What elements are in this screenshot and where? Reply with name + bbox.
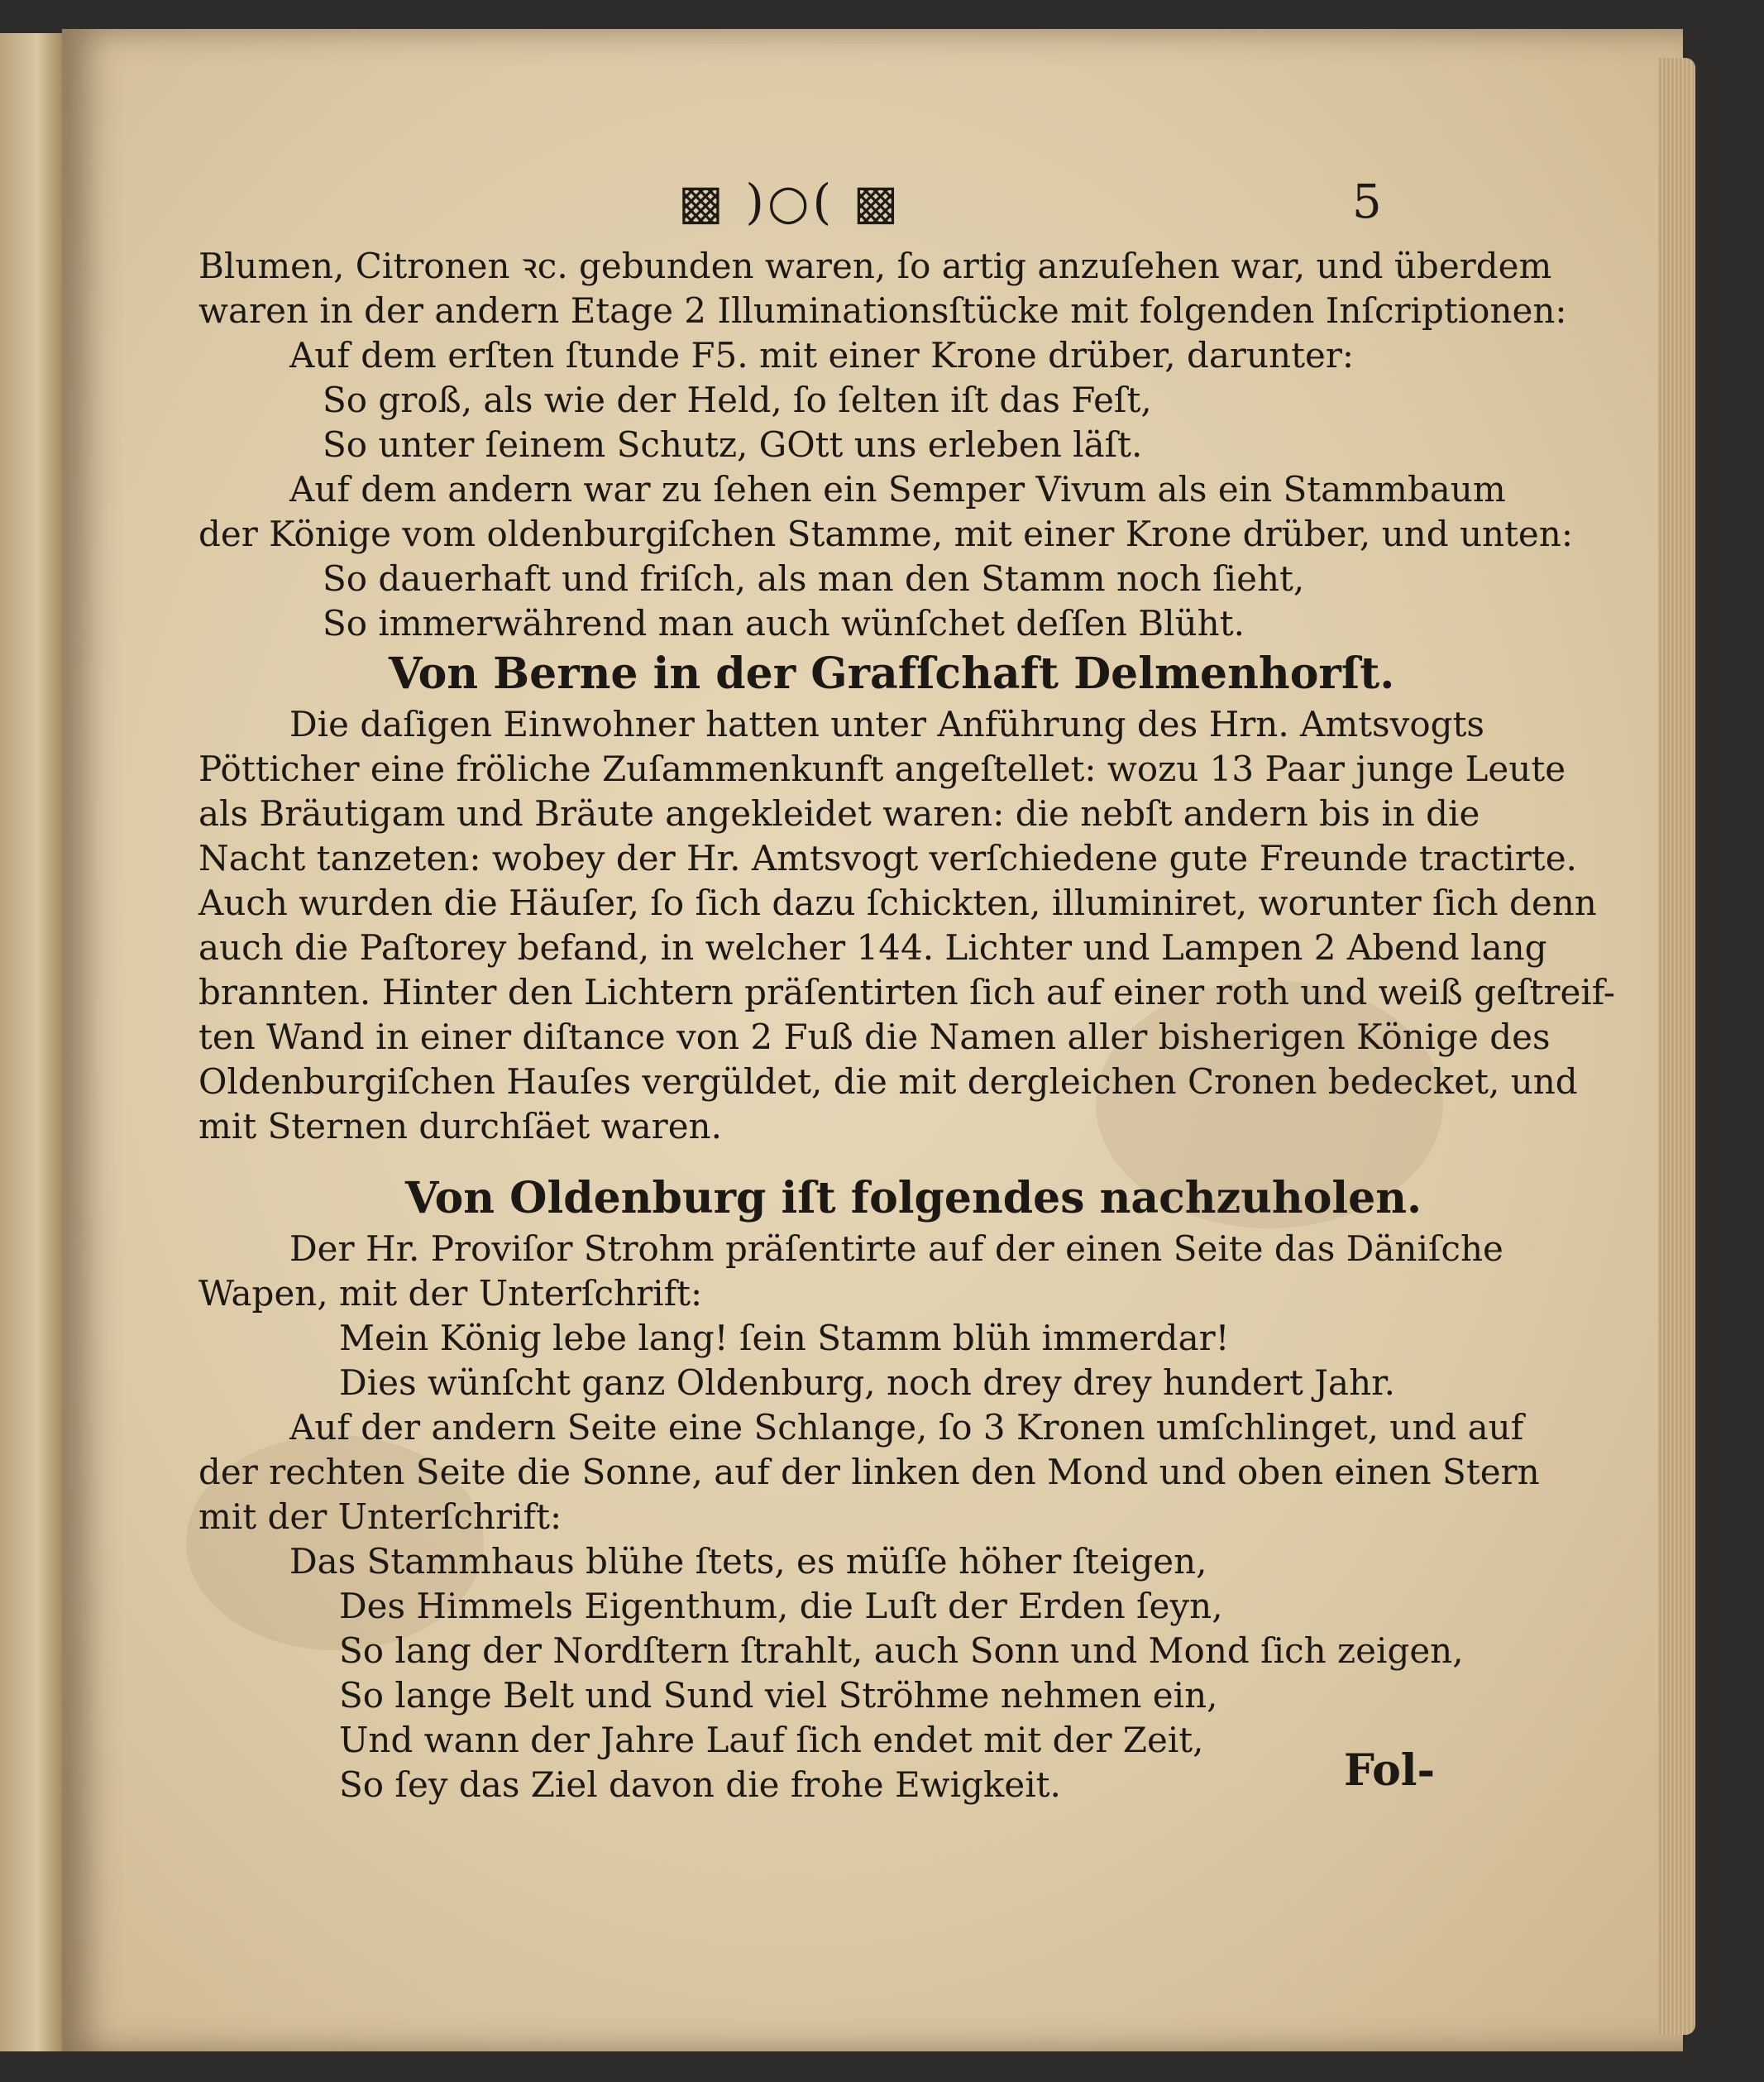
verse-line: So lang der Nordſtern ſtrahlt, auch Sonn und Mond ſich zeigen, xyxy=(339,1630,1464,1671)
verse-line: Dies wünſcht ganz Oldenburg, noch drey drey hundert Jahr. xyxy=(339,1362,1395,1403)
section-heading: Von Berne in der Grafſchaft Delmenhorſt. xyxy=(389,649,1395,699)
verse-line: Mein König lebe lang! ſein Stamm blüh immerdar! xyxy=(339,1318,1230,1358)
text-line: Nacht tanzeten: wobey der Hr. Amtsvogt verſchiedene gute Freunde tractirte. xyxy=(198,838,1577,878)
text-line: auch die Paſtorey befand, in welcher 144. Lichter und Lampen 2 Abend lang xyxy=(198,927,1547,968)
verse-line: So immerwährend man auch wünſchet deſſen Blüht. xyxy=(323,603,1245,644)
verse-line: Und wann der Jahre Lauf ſich endet mit der Zeit, xyxy=(339,1720,1204,1760)
verse-line: So dauerhaft und friſch, als man den Stamm noch ſieht, xyxy=(323,558,1305,599)
text-line: Auf dem andern war zu ſehen ein Semper Vivum als ein Stammbaum xyxy=(289,469,1506,510)
text-line: der rechten Seite die Sonne, auf der linken den Mond und oben einen Stern xyxy=(198,1452,1540,1492)
verse-line: So ſey das Ziel davon die frohe Ewigkeit. xyxy=(339,1764,1061,1805)
text-line: ten Wand in einer diſtance von 2 Fuß die Namen aller bisherigen Könige des xyxy=(198,1017,1551,1057)
verse-line: So unter ſeinem Schutz, GOtt uns erleben läſt. xyxy=(323,424,1143,465)
text-line: waren in der andern Etage 2 Illuminationsſtücke mit folgenden Inſcriptionen: xyxy=(198,290,1567,331)
text-line: Der Hr. Proviſor Strohm präſentirte auf der einen Seite das Däniſche xyxy=(289,1228,1503,1269)
page-number: 5 xyxy=(1352,175,1382,229)
text-line: Blumen, Citronen ꝛc. gebunden waren, ſo artig anzuſehen war, und überdem xyxy=(198,246,1552,286)
verse-line: So lange Belt und Sund viel Ströhme nehmen ein, xyxy=(339,1675,1218,1716)
verse-line: So groß, als wie der Held, ſo ſelten iſt das Feſt, xyxy=(323,380,1152,420)
text-line: mit Sternen durchſäet waren. xyxy=(198,1106,722,1146)
text-line: als Bräutigam und Bräute angekleidet waren: die nebſt andern bis in die xyxy=(198,793,1480,834)
text-line: brannten. Hinter den Lichtern präſentirten ſich auf einer roth und weiß geſtreif- xyxy=(198,972,1615,1012)
text-line: Pötticher eine fröliche Zuſammenkunft angeſtellet: wozu 13 Paar junge Leute xyxy=(198,749,1566,789)
main-text xyxy=(198,244,1615,1807)
text-line: mit der Unterſchrift: xyxy=(198,1496,562,1537)
section-heading: Von Oldenburg iſt folgendes nachzuholen. xyxy=(405,1173,1422,1223)
text-line: der Könige vom oldenburgiſchen Stamme, mit einer Krone drüber, und unten: xyxy=(198,514,1573,554)
text-line: Die daſigen Einwohner hatten unter Anführung des Hrn. Amtsvogts xyxy=(289,704,1484,744)
catchword: Fol- xyxy=(1344,1745,1436,1796)
text-line: Auf dem erſten ſtunde F5. mit einer Krone drüber, darunter: xyxy=(289,335,1355,376)
text-line: Auch wurden die Häuſer, ſo ſich dazu ſchickten, illuminiret, worunter ſich denn xyxy=(198,883,1597,923)
text-line: Oldenburgiſchen Hauſes vergüldet, die mit dergleichen Cronen bedecket, und xyxy=(198,1061,1578,1102)
previous-page-edge xyxy=(0,33,62,2051)
text-line: Wapen, mit der Unterſchrift: xyxy=(198,1273,703,1314)
verse-line: Des Himmels Eigenthum, die Luſt der Erden ſeyn, xyxy=(339,1586,1223,1626)
page-stack-edge xyxy=(1658,58,1695,2035)
verse-line: Das Stammhaus blühe ſtets, es müſſe höher ſteigen, xyxy=(289,1541,1207,1582)
text-line: Auf der andern Seite eine Schlange, ſo 3 Kronen umſchlinget, und auf xyxy=(289,1407,1524,1448)
header-ornament: ▩ )○( ▩ xyxy=(678,174,902,230)
